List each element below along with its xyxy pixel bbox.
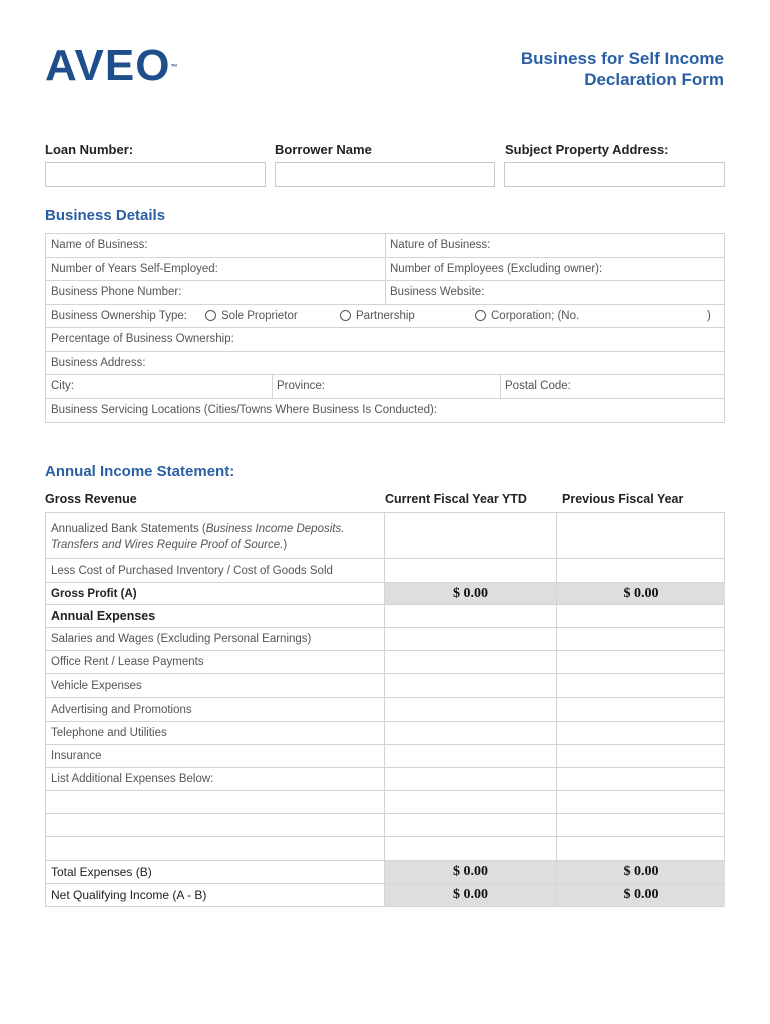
row-locations[interactable] <box>46 399 724 423</box>
sole-proprietor-label: Sole Proprietor <box>221 309 298 322</box>
expense-label: Office Rent / Lease Payments <box>51 656 204 668</box>
borrower-name-label: Borrower Name <box>275 142 372 157</box>
total-expenses-current: $ 0.00 <box>384 861 556 883</box>
form-title-line2: Declaration Form <box>584 70 724 89</box>
expense-label: Telephone and Utilities <box>51 727 167 739</box>
business-nature-field[interactable] <box>385 234 725 257</box>
additional-previous-input[interactable] <box>556 814 725 836</box>
bank-statements-label <box>51 513 381 558</box>
corporation-close-paren: ) <box>707 309 711 322</box>
row-years-employees <box>46 258 724 282</box>
expense-label: List Additional Expenses Below: <box>51 773 214 785</box>
expense-previous-input[interactable] <box>556 745 725 767</box>
expense-previous-input[interactable] <box>556 628 725 650</box>
additional-current-input[interactable] <box>384 837 556 860</box>
loan-number-label: Loan Number: <box>45 142 134 157</box>
total-expenses-previous: $ 0.00 <box>556 861 725 883</box>
partnership-label: Partnership <box>356 309 415 322</box>
income-row-gross-profit <box>46 583 724 605</box>
website-field[interactable] <box>385 281 725 304</box>
postal-label: Postal Code: <box>505 380 571 393</box>
net-income-current: $ 0.00 <box>384 884 556 906</box>
expense-current-input[interactable] <box>384 674 556 697</box>
corporation-label: Corporation; (No. <box>491 309 580 322</box>
expense-current-input[interactable] <box>384 628 556 650</box>
radio-circle-icon[interactable] <box>340 310 351 321</box>
employees-field[interactable] <box>385 258 725 281</box>
expense-row <box>46 768 724 791</box>
locations-label: Business Servicing Locations (Cities/Towns Where Business Is Conducted): <box>51 404 438 417</box>
property-address-input[interactable] <box>504 162 725 187</box>
row-ownership-type <box>46 305 724 329</box>
current-year-header: Current Fiscal Year YTD <box>385 492 527 506</box>
income-row-total-expenses <box>46 861 724 884</box>
expense-previous-input[interactable] <box>556 674 725 697</box>
row-name-nature <box>46 234 724 258</box>
net-income-label: Net Qualifying Income (A - B) <box>51 888 207 902</box>
radio-corporation[interactable] <box>470 305 579 328</box>
cogs-label: Less Cost of Purchased Inventory / Cost of Goods Sold <box>51 564 333 577</box>
expense-current-input[interactable] <box>384 722 556 744</box>
bank-line2-text: ) <box>283 539 288 551</box>
expense-current-input[interactable] <box>384 745 556 767</box>
row-percentage[interactable] <box>46 328 724 352</box>
business-details-grid <box>45 233 725 423</box>
radio-partnership[interactable] <box>335 305 415 328</box>
form-title <box>521 48 724 90</box>
borrower-name-input[interactable] <box>275 162 495 187</box>
percentage-label: Percentage of Business Ownership: <box>51 333 234 346</box>
income-row-annual-expenses <box>46 605 724 628</box>
radio-circle-icon[interactable] <box>475 310 486 321</box>
previous-year-header: Previous Fiscal Year <box>562 492 684 506</box>
expense-row <box>46 628 724 651</box>
gross-profit-label: Gross Profit (A) <box>51 587 137 600</box>
business-name-field[interactable] <box>46 234 385 257</box>
radio-circle-icon[interactable] <box>205 310 216 321</box>
expense-row <box>46 698 724 722</box>
years-field[interactable] <box>46 258 385 281</box>
gross-profit-previous: $ 0.00 <box>556 583 725 604</box>
aveo-logo <box>45 41 179 90</box>
gross-revenue-header: Gross Revenue <box>45 492 137 506</box>
income-statement-title: Annual Income Statement: <box>45 463 235 480</box>
years-label: Number of Years Self-Employed: <box>51 262 218 275</box>
loan-number-input[interactable] <box>45 162 266 187</box>
income-table <box>45 512 725 907</box>
expense-previous-input[interactable] <box>556 722 725 744</box>
additional-expense-row[interactable] <box>46 814 724 837</box>
income-row-bank-statements <box>46 513 724 559</box>
province-field[interactable] <box>272 375 500 398</box>
expense-current-input[interactable] <box>384 651 556 673</box>
expense-previous-input[interactable] <box>556 698 725 721</box>
annual-expenses-current <box>384 605 556 627</box>
trademark-mark: ™ <box>170 64 179 71</box>
expense-label: Vehicle Expenses <box>51 679 142 692</box>
annual-expenses-label: Annual Expenses <box>51 609 156 623</box>
expense-row <box>46 651 724 674</box>
address-label: Business Address: <box>51 356 146 369</box>
row-phone-website <box>46 281 724 305</box>
employees-label: Number of Employees (Excluding owner): <box>390 262 603 275</box>
expense-label: Advertising and Promotions <box>51 703 192 716</box>
expense-previous-input[interactable] <box>556 651 725 673</box>
expense-label: Insurance <box>51 750 102 762</box>
phone-label: Business Phone Number: <box>51 286 182 299</box>
expense-row <box>46 745 724 768</box>
bank-line1-italic: Business Income Deposits. <box>205 523 345 535</box>
row-city-province-postal <box>46 375 724 399</box>
annual-expenses-previous <box>556 605 725 627</box>
postal-field[interactable] <box>500 375 725 398</box>
expense-row <box>46 722 724 745</box>
income-row-net-income <box>46 884 724 907</box>
expense-label: Salaries and Wages (Excluding Personal Earnings) <box>51 633 312 645</box>
additional-expense-row[interactable] <box>46 837 724 861</box>
bank-line1-text: Annualized Bank Statements ( <box>51 523 206 535</box>
business-name-label: Name of Business: <box>51 239 148 252</box>
cogs-previous-input[interactable] <box>556 559 725 582</box>
ownership-type-label: Business Ownership Type: <box>51 309 187 322</box>
additional-previous-input[interactable] <box>556 837 725 860</box>
logo-text: AVEO <box>45 41 171 90</box>
additional-current-input[interactable] <box>384 814 556 836</box>
business-nature-label: Nature of Business: <box>390 239 491 252</box>
bank-previous-input[interactable] <box>556 513 725 558</box>
business-details-title: Business Details <box>45 207 166 224</box>
radio-sole-proprietor[interactable] <box>200 305 298 328</box>
form-title-line1: Business for Self Income <box>520 49 724 68</box>
cogs-current-input[interactable] <box>384 559 556 582</box>
row-address[interactable] <box>46 352 724 376</box>
expense-current-input[interactable] <box>384 768 556 790</box>
income-row-cogs <box>46 559 724 583</box>
property-address-label: Subject Property Address: <box>505 142 669 157</box>
total-expenses-label: Total Expenses (B) <box>51 865 152 879</box>
province-label: Province: <box>277 380 325 393</box>
phone-field[interactable] <box>46 281 385 304</box>
additional-current-input[interactable] <box>384 791 556 813</box>
bank-line2-italic: Transfers and Wires Require Proof of Source. <box>51 539 284 551</box>
website-label: Business Website: <box>390 286 485 299</box>
expense-row <box>46 674 724 698</box>
bank-current-input[interactable] <box>384 513 556 558</box>
net-income-previous: $ 0.00 <box>556 884 725 906</box>
additional-previous-input[interactable] <box>556 791 725 813</box>
city-field[interactable] <box>46 375 272 398</box>
city-label: City: <box>51 380 74 393</box>
additional-expense-row[interactable] <box>46 791 724 814</box>
gross-profit-current: $ 0.00 <box>384 583 556 604</box>
expense-current-input[interactable] <box>384 698 556 721</box>
expense-previous-input[interactable] <box>556 768 725 790</box>
